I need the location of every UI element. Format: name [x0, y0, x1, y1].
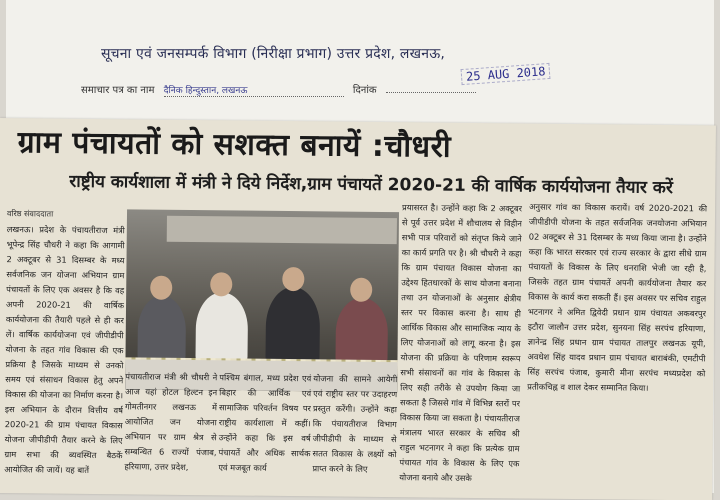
article-column-right: अनुसार गांव का विकास करायें। वर्ष 2020-2021 की जीपीडीपी योजना के तहत सर्वजनिक जनयोजना अभियान 02 अक्टूबर से 31 दिसम्बर के मध्य किया जाना है। उन्होंने कहा कि भारत सरकार एवं राज्य सरकार के द्वारा सीधे ग्राम पंचायतों के विकास के लिए धनराशि भेजी जा रही है, जिसके तहत ग्राम पंचायतें अपनी कार्ययोजना तैयार कर विकास के कार्य करा सकती हैं। इस अवसर पर सचिव राहुल भटनागर ने अमित द्विवेदी प्रधान ग्राम पंचायत अकबरपुर इटौरा जालौन उत्तर प्रदेश, सुनयना सिंह सरपंच हरियाणा, ज्ञानेन्द्र सिंह प्रधान ग्राम पंचायत तालपुर लखनऊ यूपी, अवधेश सिंह यादव प्रधान ग्राम पंचायत बाराबंकी, एमटीपी सिंह सरपंच पंजाब, कुमारी मीना सरपंच मध्यप्रदेश को प्रतीकचिह्न व शाल देकर सम्मानित किया।	[527, 201, 708, 393]
article-byline: वरिष्ठ संवाददाता	[6, 209, 54, 219]
newspaper-name: दैनिक हिन्दुस्तान, लखनऊ	[164, 83, 344, 97]
article-column-bottom-1: पंचायतीराज मंत्री श्री चौधरी ने आज यहां होटल हिल्टन इन गोमतीनगर लखनऊ में आयोजित जन योजना अभियान पर ग्राम श्रेत्र से सम्बन्धित 6 राज्यों पंजाब, हरियाणा, उत्तर प्रदेश,	[124, 371, 218, 472]
photo-person-head	[150, 276, 172, 300]
photo-person-head	[282, 267, 304, 291]
photo-banner	[167, 216, 397, 244]
photo-person	[137, 295, 186, 365]
date-blank	[386, 92, 476, 93]
newspaper-clipping	[0, 118, 716, 500]
article-subheadline: राष्ट्रीय कार्यशाला में मंत्री ने दिये निर्देश,ग्राम पंचायतें 2020-21 की वार्षिक कार्ययोजना तैयार करें	[69, 171, 673, 199]
photo-person-head	[350, 278, 372, 302]
date-label: दिनांक	[352, 85, 377, 96]
newspaper-label: समाचार पत्र का नाम	[81, 85, 155, 96]
photo-person-head	[210, 272, 232, 296]
article-photo	[125, 209, 399, 392]
photo-person	[265, 287, 320, 368]
article-column-bottom-3: योजना की सामने आयेगी एवं राष्ट्रीय स्तर पर उदाहरण प्रस्तुत करेंगी। उन्होंने कहा कि पंचायतीराज विभाग जीपीडीपी के माध्यम से सतत विकास के लक्ष्यों को प्राप्त करने के लिए	[312, 373, 398, 474]
article-column-mid: प्रयासरत है। उन्होंने कहा कि 2 अक्टूबर से पूर्व उत्तर प्रदेश में शौचालय से विहीन सभी पात्र परिवारों को संतृप्त किये जाने का कार्य प्रगति पर है। श्री चौधरी ने कहा कि ग्राम पंचायत विकास योजना का उद्देश्य हितधारकों के साथ योजना बनाना तथा उन योजनाओं के अनुसार क्षेत्रीय स्तर पर विकास करना है। साथ ही आर्थिक विकास और सामाजिक न्याय के लिए योजनाओं को लागू करना है। इस योजना की प्रक्रिया के परिणाम स्वरूप सभी संसाधनों का गांव के विकास के लिए सही तरीके से उपयोग किया जा सकता है जिससे गांव में विभिन्न स्तरों पर विकास किया जा सकता है। पंचायतीराज मंत्रालय भारत सरकार के सचिव श्री राहुल भटनागर ने कहा कि प्रत्येक ग्राम पंचायत गांव के विकास के लिए एक योजना बनाये और उसके	[399, 202, 523, 483]
department-heading: सूचना एवं जनसम्पर्क विभाग (निरीक्षा प्रभाग) उत्तर प्रदेश, लखनऊ,	[101, 46, 446, 62]
newspaper-meta-row	[81, 82, 476, 97]
article-column-bottom-2: पश्चिम बंगाल, मध्य प्रदेश एवं बिहार की आर्थिक एवं सामाजिक परिवर्तन विषय पर राष्ट्रीय कार्यशाला में कहीं। उन्होंने कहा कि इस वर्ष पंचायतें और अधिक सार्थक एवं मजबूत कार्य	[218, 372, 312, 473]
photo-person	[335, 298, 388, 369]
article-headline: ग्राम पंचायतों को सशक्त बनायें :चौधरी	[17, 125, 452, 165]
photo-person	[195, 292, 248, 367]
article-column-left: लखनऊ। प्रदेश के पंचायतीराज मंत्री भूपेन्द्र सिंह चौधरी ने कहा कि आगामी 2 अक्टूबर से 31 दिसम्बर के मध्य सर्वजनिक जन योजना अभियान ग्राम पंचायतों के लिए एक अवसर है कि वह अपनी 2020-21 की वार्षिक कार्ययोजना की तैयारी पहले से ही कर लें। वार्षिक कार्ययोजना एवं जीपीडीपी योजना के तहत गांव विकास की एक प्रक्रिया है जिसके माध्यम से उनको समय एवं संसाधन विकास हेतु अपने विकास की योजना का निर्माण करना है। इस अभियान के दौरान वित्तीय वर्ष 2020-21 की ग्राम पंचायत विकास योजना जीपीडीपी तैयार करने के लिए ग्राम सभा की ब्यवस्थित बैठकें आयोजित की जायें। यह बातें	[4, 224, 125, 475]
date-stamp: 25 AUG 2018	[461, 63, 551, 85]
